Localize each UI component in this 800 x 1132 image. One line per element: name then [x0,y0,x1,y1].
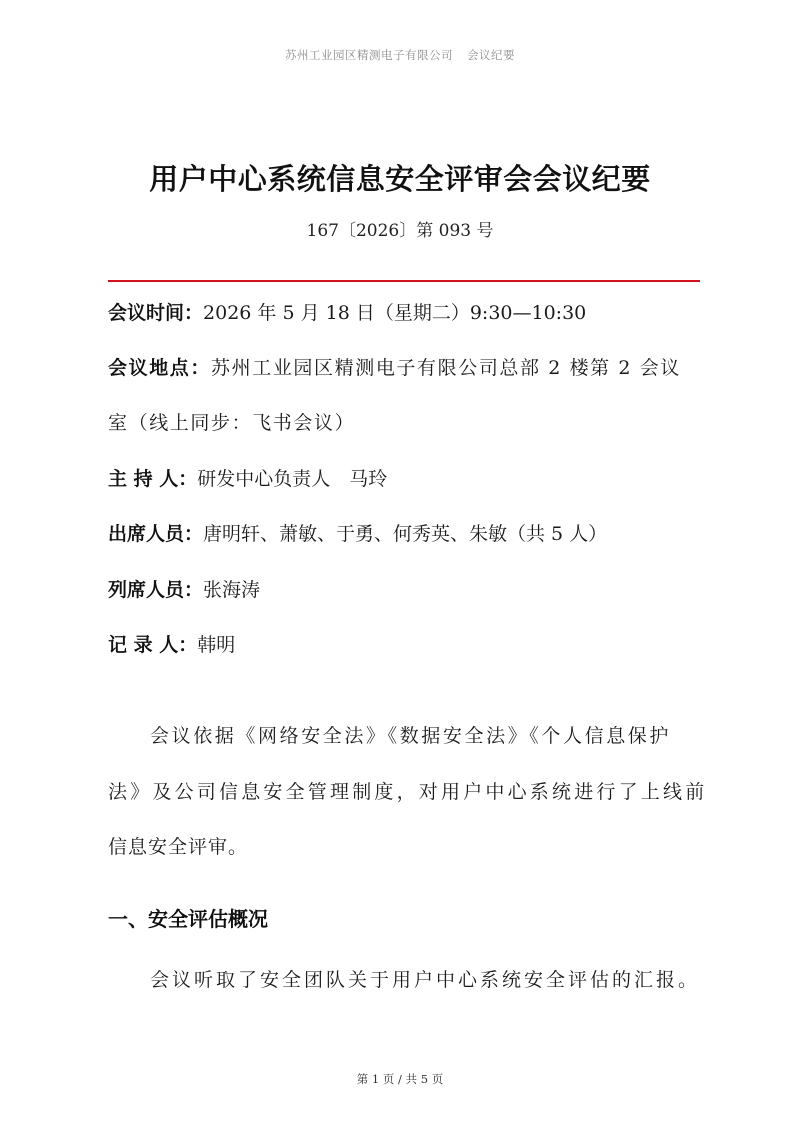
meeting-location-line [108,354,700,382]
attendees-value: 唐明轩、萧敏、于勇、何秀英、朱敏（共 5 人） [203,523,608,545]
header-company: 苏州工业园区精测电子有限公司 [285,48,453,62]
recorder-value: 韩明 [197,634,236,656]
section-paragraph: 会议听取了安全团队关于用户中心系统安全评估的汇报。 [150,969,701,991]
observers-value: 张海涛 [203,579,261,601]
intro-line-2: 法》及公司信息安全管理制度，对用户中心系统进行了上线前 [108,781,708,803]
red-divider [108,280,700,282]
recorder-label: 记 录 人： [108,634,198,656]
host-label: 主 持 人： [108,468,198,490]
meeting-location-value-line2: 室（线上同步：飞书会议） [108,412,356,434]
observers-label: 列席人员： [108,579,204,601]
meeting-location-value-line1: 苏州工业园区精测电子有限公司总部 2 楼第 2 会议 [211,357,681,379]
recorder-line [108,631,700,659]
meeting-location-cont-line [108,409,700,437]
header-doc-type: 会议纪要 [467,48,515,62]
meeting-time-line [108,299,700,327]
page-header [0,47,800,63]
observers-line [108,576,700,604]
document-number: 167〔2026〕第 093 号 [306,221,494,241]
meeting-location-label: 会议地点： [108,357,212,379]
attendees-label: 出席人员： [108,523,204,545]
intro-line-1: 会议依据《网络安全法》《数据安全法》《个人信息保护 [150,725,672,747]
section-heading: 一、安全评估概况 [108,907,268,931]
meeting-time-label: 会议时间： [108,302,204,324]
intro-line-3: 信息安全评审。 [108,836,249,858]
meeting-time-value: 2026 年 5 月 18 日（星期二）9:30—10:30 [203,302,587,324]
page-footer: 第 1 页 / 共 5 页 [356,1072,444,1086]
document-title: 用户中心系统信息安全评审会会议纪要 [149,162,651,196]
host-line [108,465,700,493]
host-value: 研发中心负责人 马玲 [197,468,388,490]
attendees-line [108,520,700,548]
